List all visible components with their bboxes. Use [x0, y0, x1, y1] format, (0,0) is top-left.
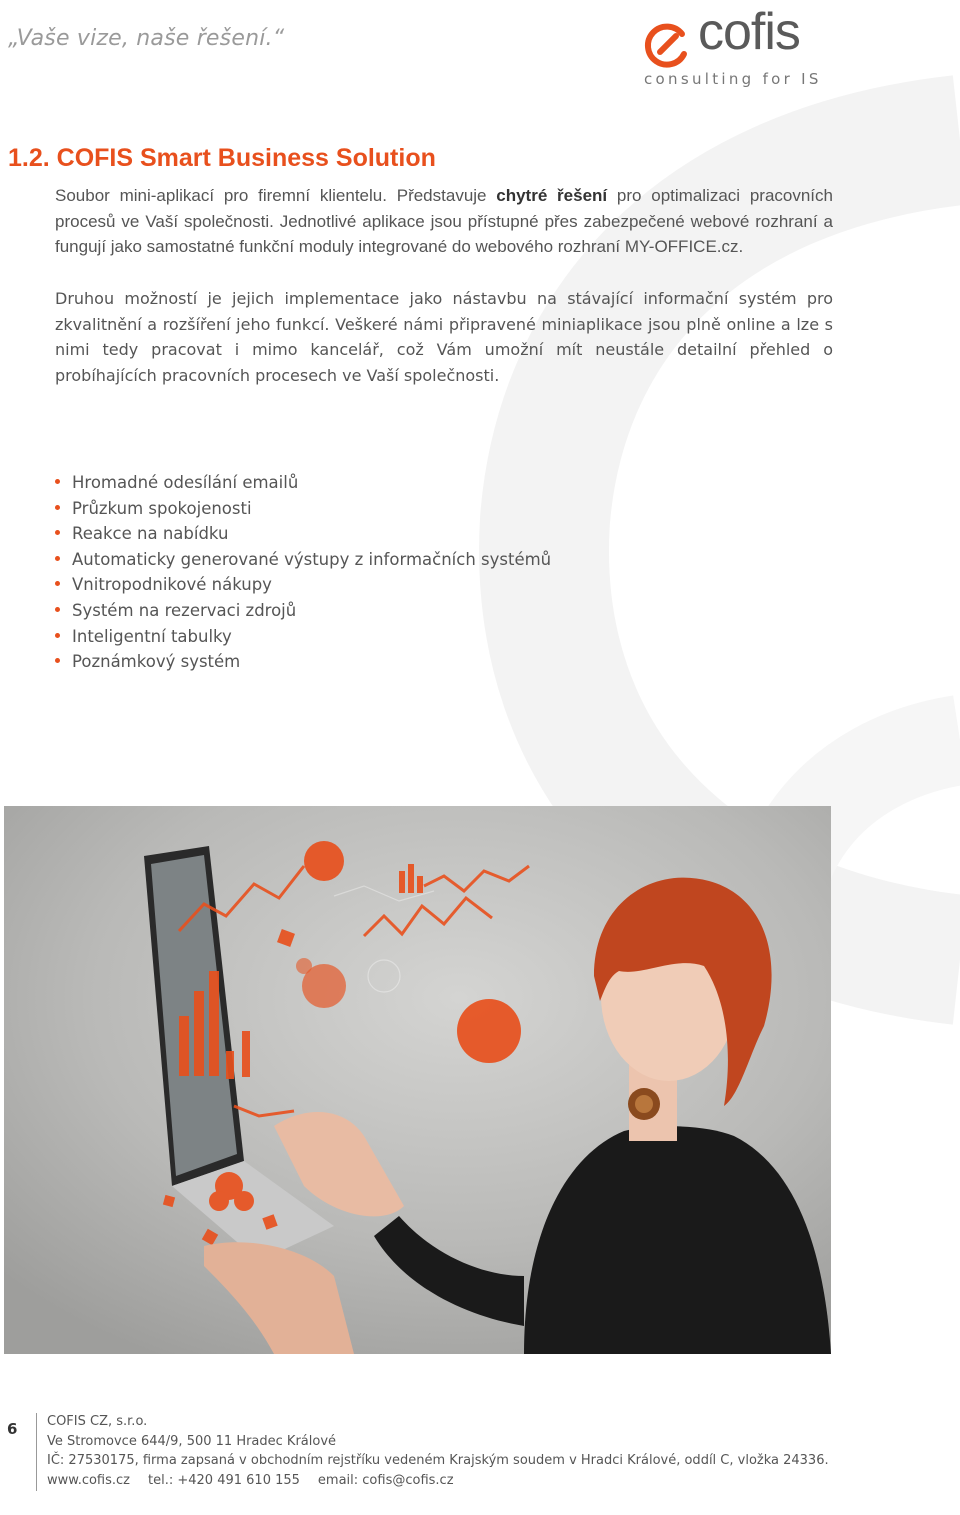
footer-registration: IČ: 27530175, firma zapsaná v obchodním rejstříku vedeném Krajským soudem v Hradci Králové, oddíl C, vložka 24336.: [47, 1453, 829, 1469]
footer: [47, 1412, 829, 1490]
list-item: [55, 649, 551, 675]
cofis-logo-mark-icon: [642, 22, 690, 70]
bullet-icon: [55, 556, 60, 561]
list-item-text: Inteligentní tabulky: [72, 626, 232, 646]
bullet-icon: [55, 505, 60, 510]
list-item-text: Reakce na nabídku: [72, 524, 229, 544]
bullet-icon: [55, 581, 60, 586]
list-item-text: Hromadné odesílání emailů: [72, 473, 299, 492]
feature-list: [55, 470, 551, 675]
list-item-text: Poznámkový systém: [72, 652, 241, 672]
slogan: „Vaše vize, naše řešení.“: [8, 26, 285, 51]
list-item-text: Vnitropodnikové nákupy: [72, 575, 272, 595]
intro-bold: chytré řešení: [496, 186, 608, 205]
list-item: [55, 624, 551, 650]
list-item: [55, 572, 551, 598]
section-title: 1.2. COFIS Smart Business Solution: [8, 144, 436, 172]
list-item: [55, 598, 551, 624]
footer-divider: [36, 1413, 37, 1491]
list-item: [55, 496, 551, 522]
logo-tagline: consulting for IS: [644, 70, 822, 88]
page-number: 6: [7, 1420, 18, 1438]
intro-paragraph: [55, 183, 833, 260]
bullet-icon: [55, 479, 60, 484]
logo-wordmark: cofis: [698, 3, 800, 61]
list-item-text: Systém na rezervaci zdrojů: [72, 600, 297, 620]
list-item: [55, 547, 551, 573]
second-paragraph: Druhou možností je jejich implementace jako nástavbu na stávající informační systém pro zkvalitnění a rozšíření jeho funkcí. Veškeré námi připravené miniaplikace jsou plně online a lze s nimi tedy pracovat i mimo kancelář, což Vám umožní mít neustále detailní přehled o probíhajících pracovních procesech ve Vaší společnosti.: [55, 289, 833, 385]
footer-phone: tel.: +420 491 610 155: [148, 1472, 300, 1488]
footer-web-link[interactable]: www.cofis.cz: [47, 1472, 131, 1488]
footer-email[interactable]: email: cofis@cofis.cz: [317, 1472, 454, 1488]
cofis-logo: [640, 4, 840, 92]
intro-prefix: Soubor mini-aplikací pro firemní klientelu. Představuje: [55, 186, 497, 205]
woman-with-laptop-photo: [4, 806, 831, 1354]
footer-company: COFIS CZ, s.r.o.: [47, 1414, 148, 1429]
list-item-text: Automaticky generované výstupy z informačních systémů: [72, 549, 552, 569]
footer-contacts: [47, 1471, 829, 1491]
bullet-icon: [55, 658, 60, 663]
intro-suffix: pro optimalizaci pracovních procesů ve Vaší společnosti. Jednotlivé aplikace jsou přístupné přes zabezpečené webové rozhraní a fungují jako samostatné funkční moduly integrované do webového rozhraní MY-OFFICE.cz.: [55, 186, 833, 256]
list-item: [55, 521, 551, 547]
bullet-icon: [55, 607, 60, 612]
list-item-text: Průzkum spokojenosti: [72, 498, 252, 518]
bullet-icon: [55, 633, 60, 638]
footer-address: Ve Stromovce 644/9, 500 11 Hradec Králové: [47, 1433, 337, 1449]
list-item: [55, 470, 551, 496]
bullet-icon: [55, 530, 60, 535]
